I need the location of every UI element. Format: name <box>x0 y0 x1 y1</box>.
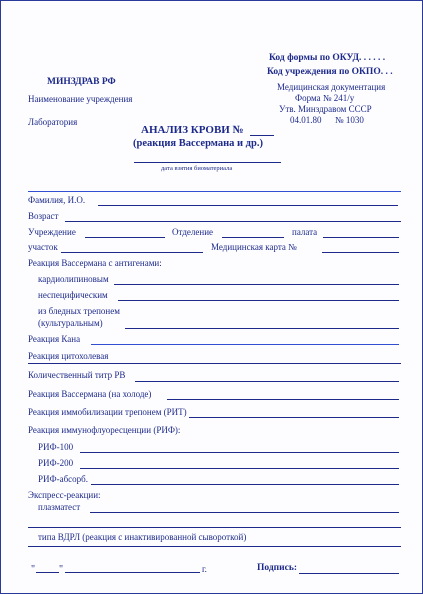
age-field[interactable] <box>65 221 401 222</box>
plasmatest-field-2[interactable] <box>28 527 401 528</box>
okpo-code-label: Код учреждения по ОКПО. . . <box>267 67 393 77</box>
district-label: участок <box>28 242 58 252</box>
vdrl-label: типа ВДРЛ (реакция с инактивированной сывороткой) <box>38 532 247 542</box>
institution-name-label: Наименование учреждения <box>28 94 133 104</box>
rit-label: Реакция иммобилизации трепонем (РИТ) <box>28 407 187 417</box>
wassermann-antigens-label: Реакция Вассермана с антигенами: <box>28 258 162 268</box>
wassermann-cold-label: Реакция Вассермана (на холоде) <box>28 389 152 399</box>
rif-label: Реакция иммунофлуоресценции (РИФ): <box>28 425 181 435</box>
plasmatest-field[interactable] <box>90 512 399 513</box>
approved-by: Утв. Минздравом СССР <box>279 104 372 114</box>
med-card-label: Медицинская карта № <box>211 242 297 252</box>
name-label: Фамилия, И.О. <box>28 195 86 205</box>
approved-date: 04.01.80 <box>290 115 322 125</box>
pale-treponema-label: из бледных трепонем <box>38 306 120 316</box>
pale-treponema-field[interactable] <box>125 328 399 329</box>
rif200-field[interactable] <box>80 468 399 469</box>
form-number: Форма № 241/у <box>295 93 355 103</box>
rv-titer-field[interactable] <box>135 381 399 382</box>
title-divider <box>28 191 401 192</box>
laboratory-label: Лаборатория <box>28 117 78 127</box>
cardiolipin-label: кардиолипиновым <box>38 274 109 284</box>
department-label: Отделение <box>172 227 214 237</box>
cultural-label: (культуральным) <box>38 318 103 328</box>
rif-abs-label: РИФ-абсорб. <box>38 474 89 484</box>
express-reactions-label: Экспресс-реакции: <box>28 490 101 500</box>
department-field[interactable] <box>222 237 284 238</box>
rif200-label: РИФ-200 <box>38 458 74 468</box>
month-year-field[interactable] <box>65 572 200 573</box>
date-quote-open: " <box>31 564 36 575</box>
name-field[interactable] <box>98 205 398 206</box>
nonspecific-label: неспецифическим <box>38 290 108 300</box>
rif100-field[interactable] <box>80 452 399 453</box>
district-field[interactable] <box>61 252 203 253</box>
ministry-label: МИНЗДРАВ РФ <box>47 77 116 87</box>
sample-date-line[interactable] <box>134 162 281 163</box>
rv-titer-label: Количественный титр РВ <box>28 370 126 380</box>
nonspecific-field[interactable] <box>118 300 399 301</box>
institution-field[interactable] <box>85 237 165 238</box>
approved-number: № 1030 <box>335 115 364 125</box>
plasmatest-label: плазматест <box>38 502 81 512</box>
cardiolipin-field[interactable] <box>114 284 399 285</box>
analysis-number-line[interactable] <box>250 135 274 136</box>
rif100-label: РИФ-100 <box>38 442 74 452</box>
rit-field[interactable] <box>189 417 399 418</box>
signature-label: Подпись: <box>257 563 298 573</box>
date-quote-close: " <box>59 564 64 575</box>
form-subtitle: (реакция Вассермана и др.) <box>133 138 263 149</box>
kahn-label: Реакция Кана <box>28 334 81 344</box>
wassermann-cold-field[interactable] <box>167 399 399 400</box>
doc-type-label: Медицинская документация <box>277 82 386 92</box>
ward-field[interactable] <box>323 237 399 238</box>
okud-code-label: Код формы по ОКУД. . . . . . <box>269 53 386 63</box>
ward-label: палата <box>292 227 318 237</box>
rif-abs-field[interactable] <box>91 484 399 485</box>
year-suffix: г. <box>202 564 207 574</box>
kahn-field[interactable] <box>91 344 399 345</box>
form-title: АНАЛИЗ КРОВИ № <box>141 124 244 136</box>
signature-field[interactable] <box>299 573 399 574</box>
sample-date-caption: дата взятия биоматериала <box>161 165 233 172</box>
cytocholic-label: Реакция цитохолевая <box>28 351 109 361</box>
age-label: Возраст <box>28 211 59 221</box>
med-card-field[interactable] <box>322 252 399 253</box>
institution-label: Учреждение <box>28 227 76 237</box>
cytocholic-field[interactable] <box>28 363 401 364</box>
vdrl-field[interactable] <box>28 546 401 547</box>
day-field[interactable] <box>36 572 59 573</box>
